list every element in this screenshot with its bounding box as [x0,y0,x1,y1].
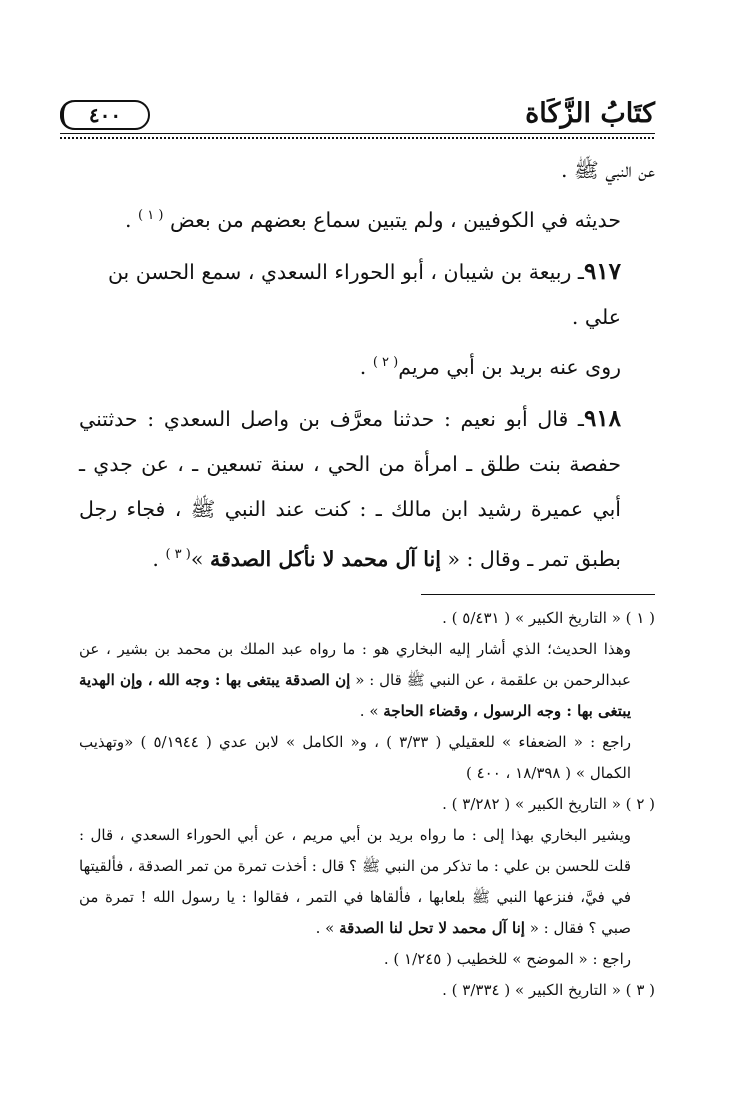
entry-918: ٩١٨ـ قال أبو نعيم : حدثنا معرَّف بن واصل السعدي : حدثتني حفصة بنت طلق ـ امرأة من الحي ، سنة تسعين ـ ، عن جدي ـ أبي عميرة رشيد ابن مالك ـ : كنت عند النبي ﷺ ، فجاء رجل بطبق تمر ـ وقال : « إنا آل محمد لا نأكل الصدقة »$^{( ٣ )}$ . [79,405,621,571]
footnote-ref-2: ( ٢ ) [372,355,399,370]
footnote-2-body [79,820,655,944]
quote-close: » [190,547,204,571]
entry-text: ـ قال أبو نعيم : حدثنا معرَّف بن واصل السعدي : حدثتني حفصة بنت طلق ـ امرأة من الحي ، سنة تسعين ـ ، عن جدي ـ أبي عميرة رشيد ابن مالك ـ : كنت عند النبي ﷺ ، فجاء رجل بطبق تمر ـ وقال : « [79,407,621,571]
footnote-1-body [79,634,655,727]
book-title: كتَابُ الزَّكَاة [525,98,655,129]
footnote-text: » . [359,702,379,720]
entry-number: ٩١٨ [583,405,621,432]
footnote-divider [421,594,655,595]
footnote-text: » . [315,919,335,937]
header-divider [60,133,655,139]
hadith-quote: إنا آل محمد لا نأكل الصدقة [209,547,441,571]
footnote-ref-1: ( ١ ) [138,208,164,223]
entry-text: ـ ربيعة بن شيبان ، أبو الحوراء السعدي ، سمع الحسن بن علي . [107,260,621,329]
footnote-2-head: ( ٢ ) « التاريخ الكبير » ( ٣/٢٨٢ ) . [442,795,655,813]
footnote-quote: إن الصدقة يبتغى بها : وجه الله ، وإن الهدية يبتغى بها : وجه الرسول ، وقضاء الحاجة [79,671,631,720]
entry-number: ٩١٧ [583,258,621,285]
main-text [79,148,655,582]
footnote-text: ويشير البخاري بهذا إلى : ما رواه بريد بن أبي مريم ، عن أبي الحوراء السعدي ، قال : قلت للحسن بن علي : ما تذكر من النبي ﷺ ؟ قال : أخذت تمرة من تمر الصدقة ، فألقيتها في فيَّ، فنزعها النبي ﷺ بلعابها ، فألقاها في التمر ، فقالوا : يا رسول الله ! تمرة من صبي ؟ فقال : « [79,826,631,937]
footnote-3-head: ( ٣ ) « التاريخ الكبير » ( ٣/٣٣٤ ) . [442,981,655,999]
footnote-1-head: ( ١ ) « التاريخ الكبير » ( ٥/٤٣١ ) . [442,609,655,627]
text-line [79,148,655,193]
entry-917-line2: روى عنه بريد بن أبي مريم$^{( ٢ )}$ . [359,355,621,379]
footnotes [79,603,655,1006]
text-line-2: حديثه في الكوفيين ، ولم يتبين سماع بعضهم من بعض [169,208,621,232]
footnote-ref-3: ( ٣ ) [165,547,191,562]
footnote-2-ref: راجع : « الموضح » للخطيب ( ١/٢٤٥ ) . [383,950,631,968]
footnote-1-ref: راجع : « الضعفاء » للعقيلي ( ٣/٣٣ ) ، و« الكامل » لابن عدي ( ٥/١٩٤٤ ) «وتهذيب الكمال » ( ١٨/٣٩٨ ، ٤٠٠ ) [79,733,631,782]
footnote-quote: إنا آل محمد لا تحل لنا الصدقة [339,919,525,937]
entry-917 [79,249,655,340]
footnote-text: وهذا الحديث؛ الذي أشار إليه البخاري هو : ما رواه عبد الملك بن محمد بن بشير ، عن عبدالرحمن بن علقمة ، عن النبي ﷺ قال : « [79,640,631,689]
page-number: ٤٠٠ [60,100,150,130]
text-line-1: عن النبي ﷺ . [561,158,655,182]
text-line: حديثه في الكوفيين ، ولم يتبين سماع بعضهم من بعض $^{( ١ )}$ . [124,208,621,232]
entry-text: روى عنه بريد بن أبي مريم [398,355,621,379]
